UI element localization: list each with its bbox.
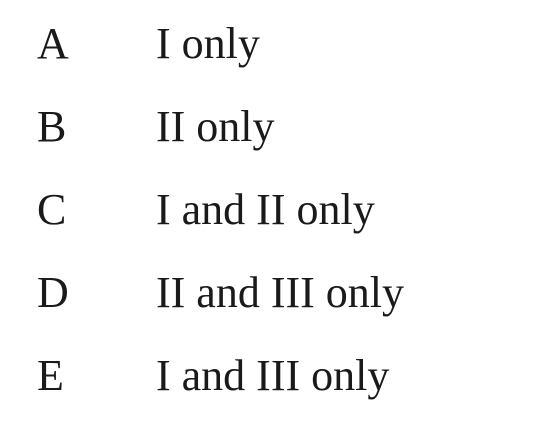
option-text: I and III only xyxy=(156,351,390,400)
option-text: II only xyxy=(156,102,275,151)
option-text: I only xyxy=(156,19,260,68)
option-c[interactable] xyxy=(0,180,552,240)
option-letter: E xyxy=(37,351,64,400)
option-letter: D xyxy=(37,268,69,317)
option-text: II and III only xyxy=(156,268,405,317)
option-text: I and II only xyxy=(156,185,375,234)
option-a[interactable] xyxy=(0,14,552,74)
option-letter: A xyxy=(37,19,69,68)
option-letter: B xyxy=(37,102,67,151)
option-e[interactable] xyxy=(0,346,552,406)
option-d[interactable] xyxy=(0,263,552,323)
option-b[interactable] xyxy=(0,97,552,157)
option-letter: C xyxy=(37,185,67,234)
